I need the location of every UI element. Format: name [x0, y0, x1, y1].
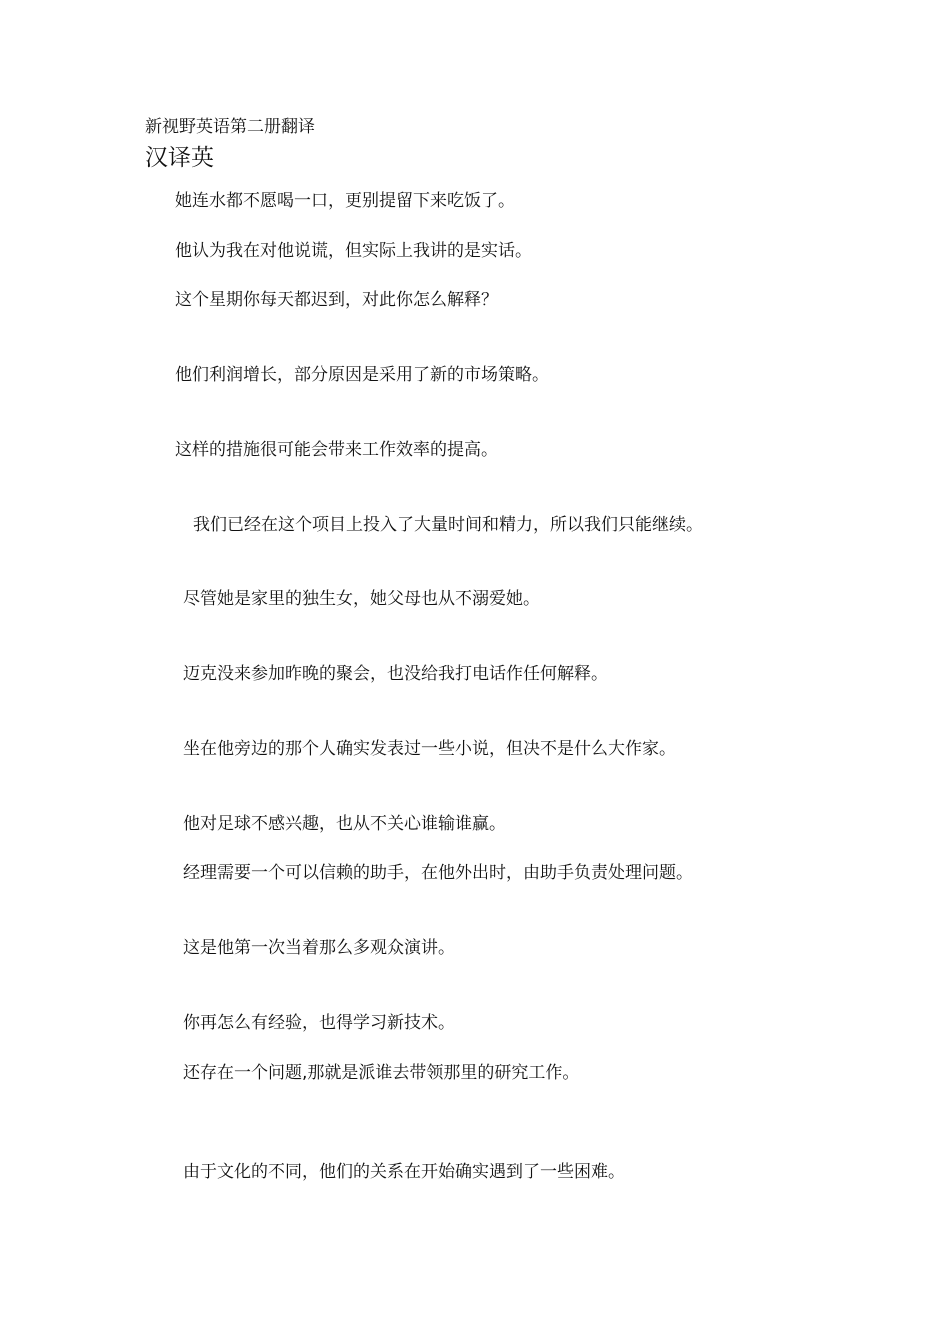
sentence-6: 我们已经在这个项目上投入了大量时间和精力，所以我们只能继续。	[193, 515, 703, 535]
sentence-7: 尽管她是家里的独生女，她父母也从不溺爱她。	[183, 589, 540, 609]
sentence-9: 坐在他旁边的那个人确实发表过一些小说，但决不是什么大作家。	[183, 739, 676, 759]
document-title: 新视野英语第二册翻译	[145, 117, 315, 137]
sentence-11: 经理需要一个可以信赖的助手，在他外出时，由助手负责处理问题。	[183, 863, 693, 883]
section-heading: 汉译英	[145, 145, 214, 171]
sentence-14: 还存在一个问题,那就是派谁去带领那里的研究工作。	[183, 1063, 580, 1083]
sentence-13: 你再怎么有经验，也得学习新技术。	[183, 1013, 455, 1033]
sentence-3: 这个星期你每天都迟到，对此你怎么解释？	[175, 290, 498, 310]
sentence-15: 由于文化的不同，他们的关系在开始确实遇到了一些困难。	[183, 1162, 625, 1182]
sentence-8: 迈克没来参加昨晚的聚会，也没给我打电话作任何解释。	[183, 664, 608, 684]
sentence-2: 他认为我在对他说谎，但实际上我讲的是实话。	[175, 241, 532, 261]
sentence-10: 他对足球不感兴趣，也从不关心谁输谁赢。	[183, 814, 506, 834]
sentence-4: 他们利润增长，部分原因是采用了新的市场策略。	[175, 365, 549, 385]
sentence-12: 这是他第一次当着那么多观众演讲。	[183, 938, 455, 958]
sentence-1: 她连水都不愿喝一口，更别提留下来吃饭了。	[175, 191, 515, 211]
sentence-5: 这样的措施很可能会带来工作效率的提高。	[175, 440, 498, 460]
